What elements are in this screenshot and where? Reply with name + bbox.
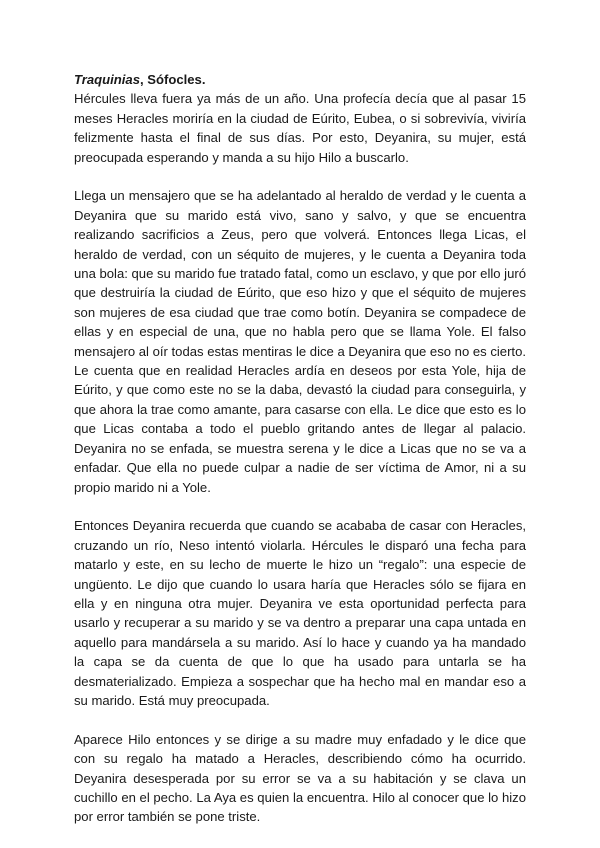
paragraph-1: Hércules lleva fuera ya más de un año. Una profecía decía que al pasar 15 meses Heracles moriría en la ciudad de Eúrito, Eubea, o si sobrevivía, viviría felizmente hasta el final de sus días. Por esto, Deyanira, su mujer, está preocupada esperando y manda a su hijo Hilo a buscarlo. xyxy=(74,91,526,165)
document-title xyxy=(74,70,526,89)
paragraph-4: Aparece Hilo entonces y se dirige a su madre muy enfadado y le dice que con su regalo ha matado a Heracles, describiendo cómo ha ocurrido. Deyanira desesperada por su error se va a su habitación y se clava un cuchillo en el pecho. La Aya es quien la encuentra. Hilo al conocer que lo hizo por error también se pone triste. xyxy=(74,731,526,825)
work-title: Traquinias xyxy=(74,72,140,87)
author-name: Sófocles. xyxy=(147,72,206,87)
paragraph-3: Entonces Deyanira recuerda que cuando se acababa de casar con Heracles, cruzando un río, Neso intentó violarla. Hércules le disparó una fecha para matarlo y este, en su lecho de muerte le hizo un “regalo”: una especie de ungüento. Le dijo que cuando lo usara haría que Heracles sólo se fijara en ella y en ninguna otra mujer. Deyanira ve esta oportunidad perfecta para usarlo y recuperar a su marido y se va dentro a preparar una capa untada en aquello para mandársela a su marido. Así lo hace y cuando ya ha mandado la capa se da cuenta de que lo que ha usado para untarla se ha desmaterializado. Empieza a sospechar que ha hecho mal en mandar eso a su marido. Está muy preocupada. xyxy=(74,518,526,708)
document-page xyxy=(74,70,526,846)
paragraph-2: Llega un mensajero que se ha adelantado al heraldo de verdad y le cuenta a Deyanira que su marido está vivo, sano y salvo, y que se encuentra realizando sacrificios a Zeus, pero que volverá. Entonces llega Licas, el heraldo de verdad, con un séquito de mujeres, y le cuenta a Deyanira toda una bola: que su marido fue tratado fatal, como un esclavo, y que por ello juró que destruiría la ciudad de Eúrito, que eso hizo y que el séquito de mujeres son mujeres de esa ciudad que trae como botín. Deyanira se compadece de ellas y en especial de una, que no habla pero que se llama Yole. El falso mensajero al oír todas estas mentiras le dice a Deyanira que eso no es cierto. Le cuenta que en realidad Heracles ardía en deseos por esta Yole, hija de Eúrito, y que como este no se la daba, devastó la ciudad para conseguirla, y que ahora la trae como amante, para casarse con ella. Le dice que esto es lo que Licas contaba a todo el pueblo gritando antes de llegar al palacio. Deyanira no se enfada, se muestra serena y le dice a Licas que no se va a enfadar. Que ella no puede culpar a nadie de ser víctima de Amor, ni a su propio marido ni a Yole. xyxy=(74,188,527,495)
title-separator: , xyxy=(139,72,148,87)
